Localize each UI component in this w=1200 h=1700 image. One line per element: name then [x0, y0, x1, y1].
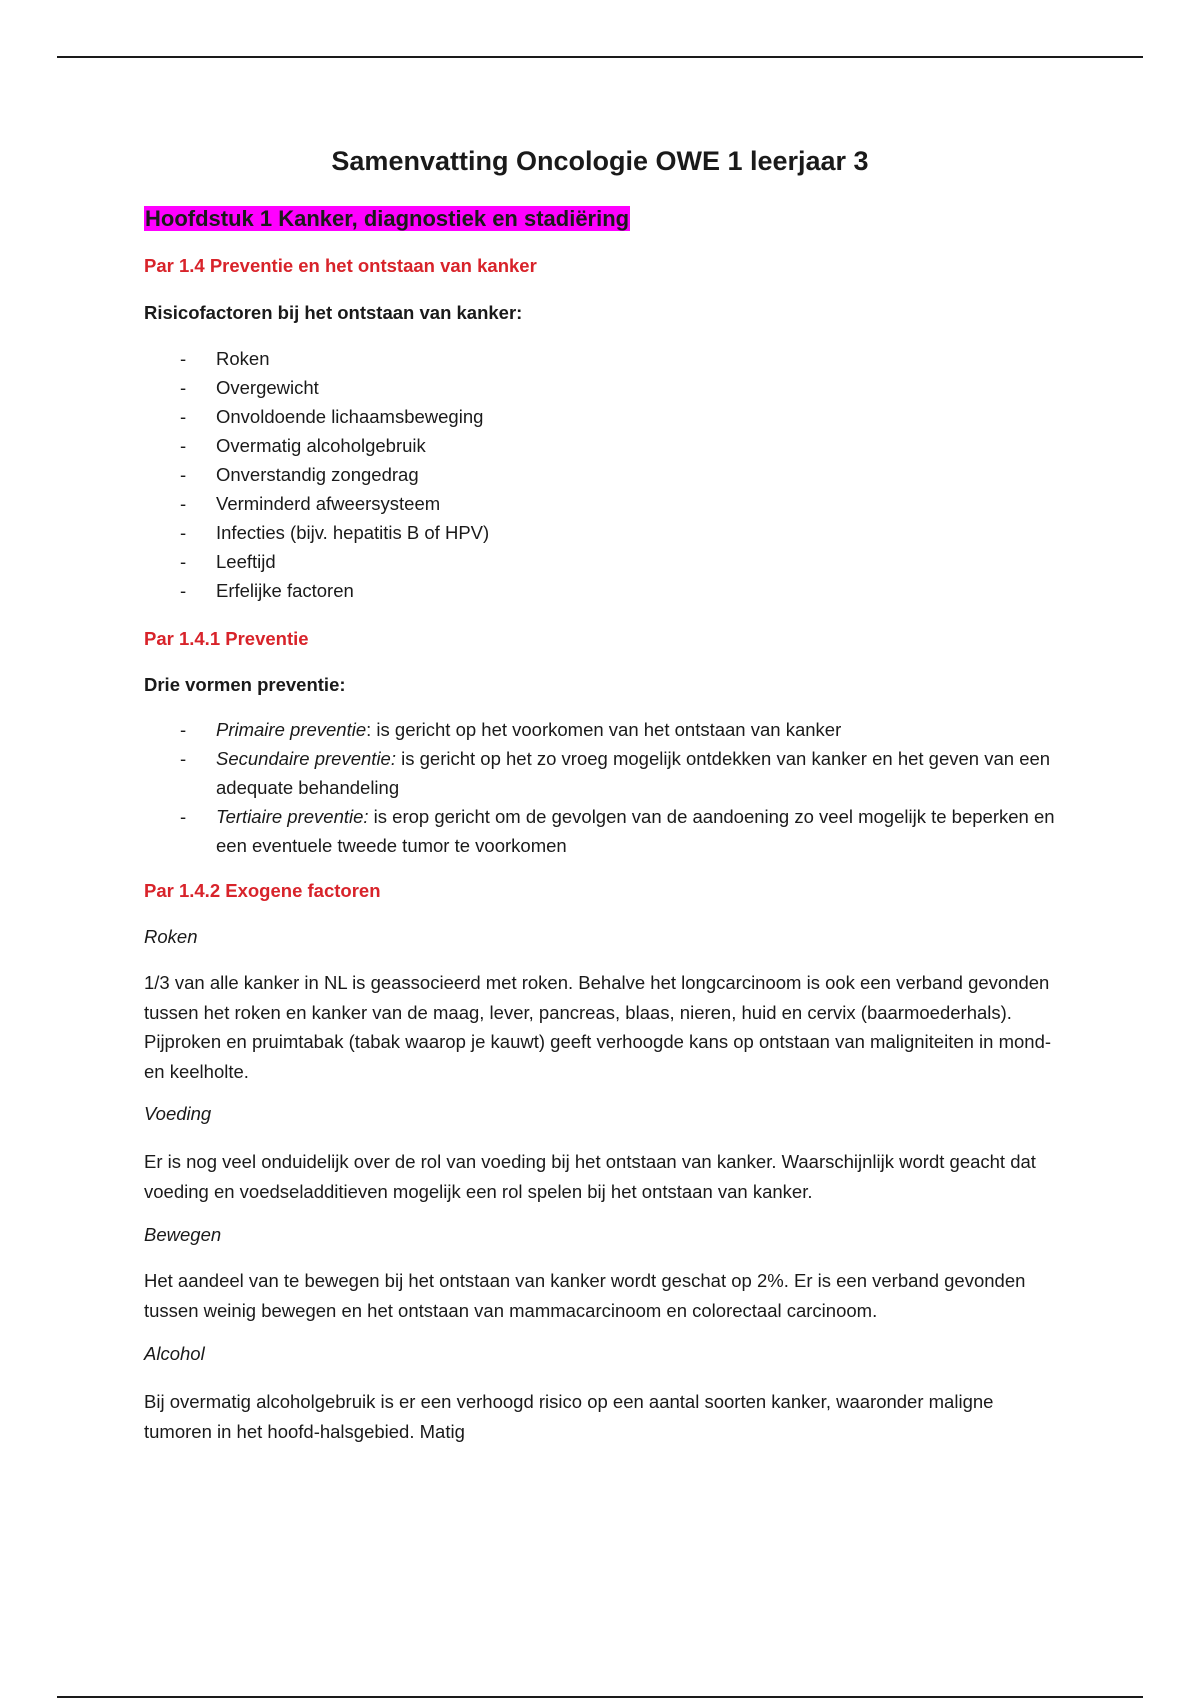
dash-bullet: -	[180, 719, 187, 740]
topic-title-voeding: Voeding	[144, 1103, 212, 1124]
dash-bullet: -	[180, 435, 187, 456]
page-bottom-rule	[57, 1696, 1143, 1698]
dash-bullet: -	[180, 348, 187, 369]
prevention-term: Primaire preventie	[216, 719, 367, 740]
prevention-term: Secundaire preventie:	[216, 748, 396, 769]
list-item: - Onvoldoende lichaamsbeweging	[144, 402, 1064, 431]
prevention-list	[144, 715, 1064, 860]
chapter-heading	[144, 202, 630, 236]
prevention-subheading: Drie vormen preventie:	[144, 674, 346, 695]
list-item: - Infecties (bijv. hepatitis B of HPV)	[144, 518, 1064, 547]
risk-factors-subheading: Risicofactoren bij het ontstaan van kanker:	[144, 302, 523, 323]
topic-text-alcohol: Bij overmatig alcoholgebruik is er een verhoogd risico op een aantal soorten kanker, waaronder maligne tumoren in het hoofd-halsgebied. Matig	[144, 1391, 994, 1442]
risk-factors-list	[144, 344, 1064, 605]
dash-bullet: -	[180, 493, 187, 514]
dash-bullet: -	[180, 464, 187, 485]
dash-bullet: -	[180, 806, 187, 827]
document-title: Samenvatting Oncologie OWE 1 leerjaar 3	[331, 146, 869, 176]
dash-bullet: -	[180, 406, 187, 427]
dash-bullet: -	[180, 748, 187, 769]
topic-title-bewegen: Bewegen	[144, 1224, 222, 1245]
topic-title-roken: Roken	[144, 926, 198, 947]
dash-bullet: -	[180, 522, 187, 543]
topic-text-roken: 1/3 van alle kanker in NL is geassocieerd met roken. Behalve het longcarcinoom is ook een verband gevonden tussen het roken en kanker van de maag, lever, pancreas, blaas, nieren, huid en cervix (baarmoederhals). Pijproken en pruimtabak (tabak waarop je kauwt) geeft verhoogde kans op ontstaan van maligniteiten in mond- en keelholte.	[144, 972, 1052, 1082]
list-item: - Secundaire preventie: is gericht op het zo vroeg mogelijk ontdekken van kanker en het geven van een adequate behandeling	[144, 744, 1064, 802]
section-heading-1-4-2: Par 1.4.2 Exogene factoren	[144, 880, 381, 901]
list-item: - Tertiaire preventie: is erop gericht om de gevolgen van de aandoening zo veel mogelijk te beperken en een eventuele tweede tumor te voorkomen	[144, 802, 1064, 860]
section-heading-1-4-1: Par 1.4.1 Preventie	[144, 628, 309, 649]
page-top-rule	[57, 56, 1143, 58]
list-item: - Verminderd afweersysteem	[144, 489, 1064, 518]
list-item: - Overgewicht	[144, 373, 1064, 402]
list-item: - Roken	[144, 344, 1064, 373]
list-item: - Primaire preventie: is gericht op het voorkomen van het ontstaan van kanker	[144, 715, 1064, 744]
topic-title-alcohol: Alcohol	[144, 1343, 205, 1364]
topic-text-bewegen: Het aandeel van te bewegen bij het ontstaan van kanker wordt geschat op 2%. Er is een verband gevonden tussen weinig bewegen en het ontstaan van mammacarcinoom en colorectaal carcinoom.	[144, 1270, 1026, 1321]
section-heading-1-4: Par 1.4 Preventie en het ontstaan van kanker	[144, 255, 537, 276]
list-item: - Overmatig alcoholgebruik	[144, 431, 1064, 460]
chapter-heading-highlight: Hoofdstuk 1 Kanker, diagnostiek en stadiëring	[145, 206, 630, 231]
dash-bullet: -	[180, 377, 187, 398]
dash-bullet: -	[180, 551, 187, 572]
dash-bullet: -	[180, 580, 187, 601]
list-item: - Erfelijke factoren	[144, 576, 1064, 605]
list-item: - Onverstandig zongedrag	[144, 460, 1064, 489]
list-item: - Leeftijd	[144, 547, 1064, 576]
topic-text-voeding: Er is nog veel onduidelijk over de rol van voeding bij het ontstaan van kanker. Waarschijnlijk wordt geacht dat voeding en voedseladditieven mogelijk een rol spelen bij het ontstaan van kanker.	[144, 1151, 1036, 1202]
prevention-term: Tertiaire preventie:	[216, 806, 369, 827]
